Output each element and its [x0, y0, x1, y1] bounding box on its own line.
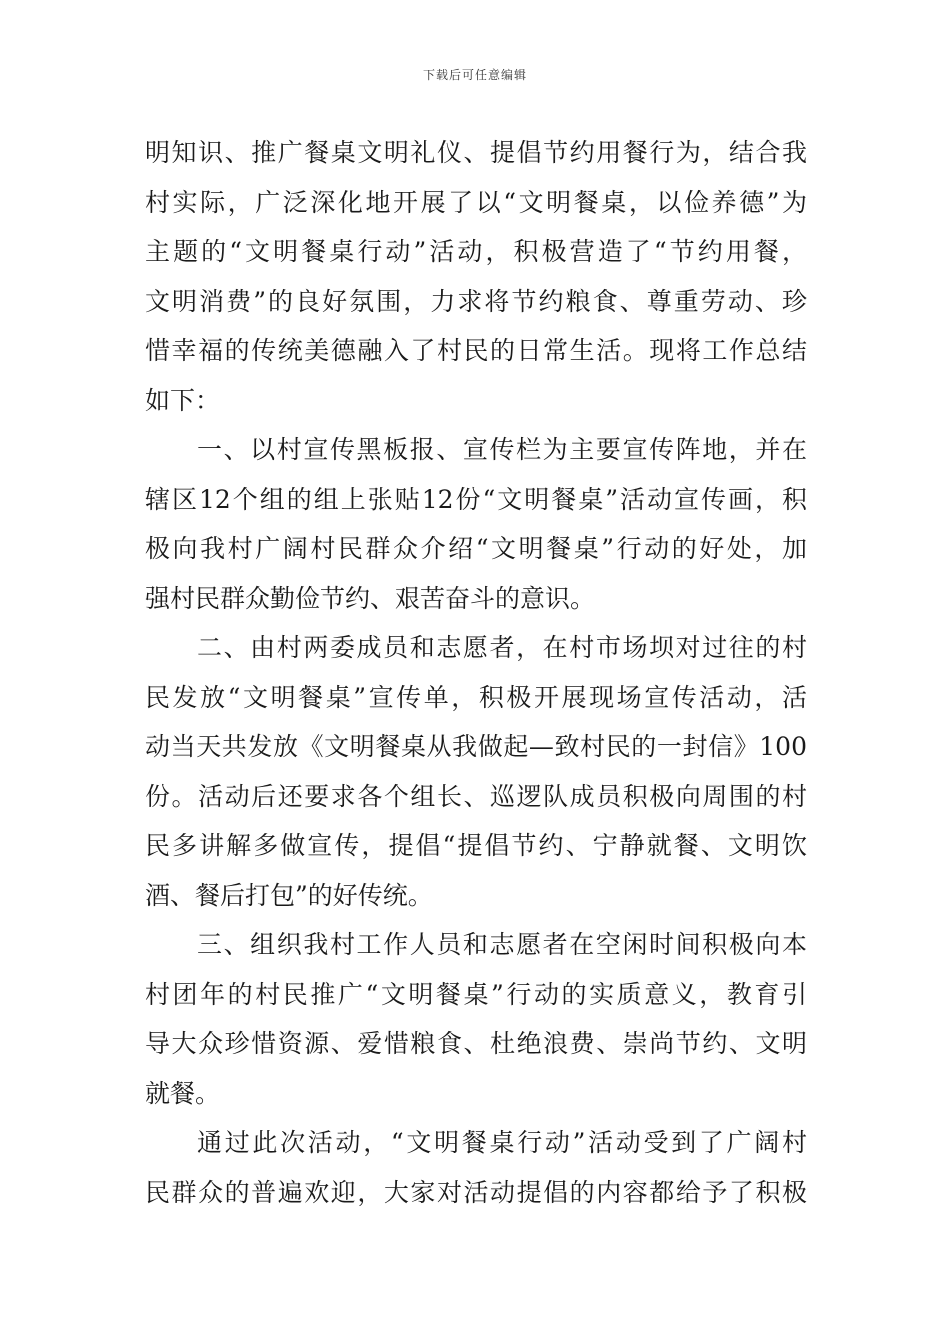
- text-line: 动当天共发放《文明餐桌从我做起—致村民的一封信》100: [145, 732, 807, 761]
- paragraph-5: [145, 1118, 807, 1217]
- text-line: 如下：: [145, 385, 221, 415]
- document-body: [145, 128, 807, 1217]
- text-line: 通过此次活动，“文明餐桌行动”活动受到了广阔村: [197, 1128, 807, 1157]
- page-header-note: 下载后可任意编辑: [422, 68, 527, 82]
- text-line: 明知识、推广餐桌文明礼仪、提倡节约用餐行为，结合我: [145, 138, 807, 167]
- paragraph-2: [145, 425, 807, 623]
- text-line: 导大众珍惜资源、爱惜粮食、杜绝浪费、崇尚节约、文明: [145, 1029, 807, 1058]
- text-line: 村实际，广泛深化地开展了以“文明餐桌，以俭养德”为: [145, 187, 807, 217]
- paragraph-3: [145, 623, 807, 920]
- text-line: 极向我村广阔村民群众介绍“文明餐桌”行动的好处，加: [145, 534, 807, 563]
- text-line: 强村民群众勤俭节约、艰苦奋斗的意识。: [145, 583, 596, 613]
- paragraph-4: [145, 920, 807, 1118]
- text-line: 文明消费”的良好氛围，力求将节约粮食、尊重劳动、珍: [145, 286, 807, 316]
- paragraph-1: [145, 128, 807, 425]
- text-line: 惜幸福的传统美德融入了村民的日常生活。现将工作总结: [145, 336, 807, 365]
- text-line: 一、以村宣传黑板报、宣传栏为主要宣传阵地，并在: [197, 435, 807, 464]
- text-line: 二、由村两委成员和志愿者，在村市场坝对过往的村: [197, 633, 807, 662]
- text-line: 民群众的普遍欢迎，大家对活动提倡的内容都给予了积极: [145, 1177, 807, 1207]
- text-line: 就餐。: [145, 1078, 221, 1108]
- text-line: 主题的“文明餐桌行动”活动，积极营造了“节约用餐，: [145, 237, 807, 266]
- text-line: 份。活动后还要求各个组长、巡逻队成员积极向周围的村: [145, 781, 807, 811]
- text-line: 三、组织我村工作人员和志愿者在空闲时间积极向本: [197, 930, 807, 959]
- text-line: 村团年的村民推广“文明餐桌”行动的实质意义，教育引: [145, 979, 807, 1009]
- text-line: 民多讲解多做宣传，提倡“提倡节约、宁静就餐、文明饮: [145, 831, 807, 860]
- text-line: 酒、餐后打包”的好传统。: [145, 880, 433, 910]
- text-line: 辖区12个组的组上张贴12份“文明餐桌”活动宣传画，积: [145, 484, 807, 514]
- text-line: 民发放“文明餐桌”宣传单，积极开展现场宣传活动，活: [145, 682, 807, 712]
